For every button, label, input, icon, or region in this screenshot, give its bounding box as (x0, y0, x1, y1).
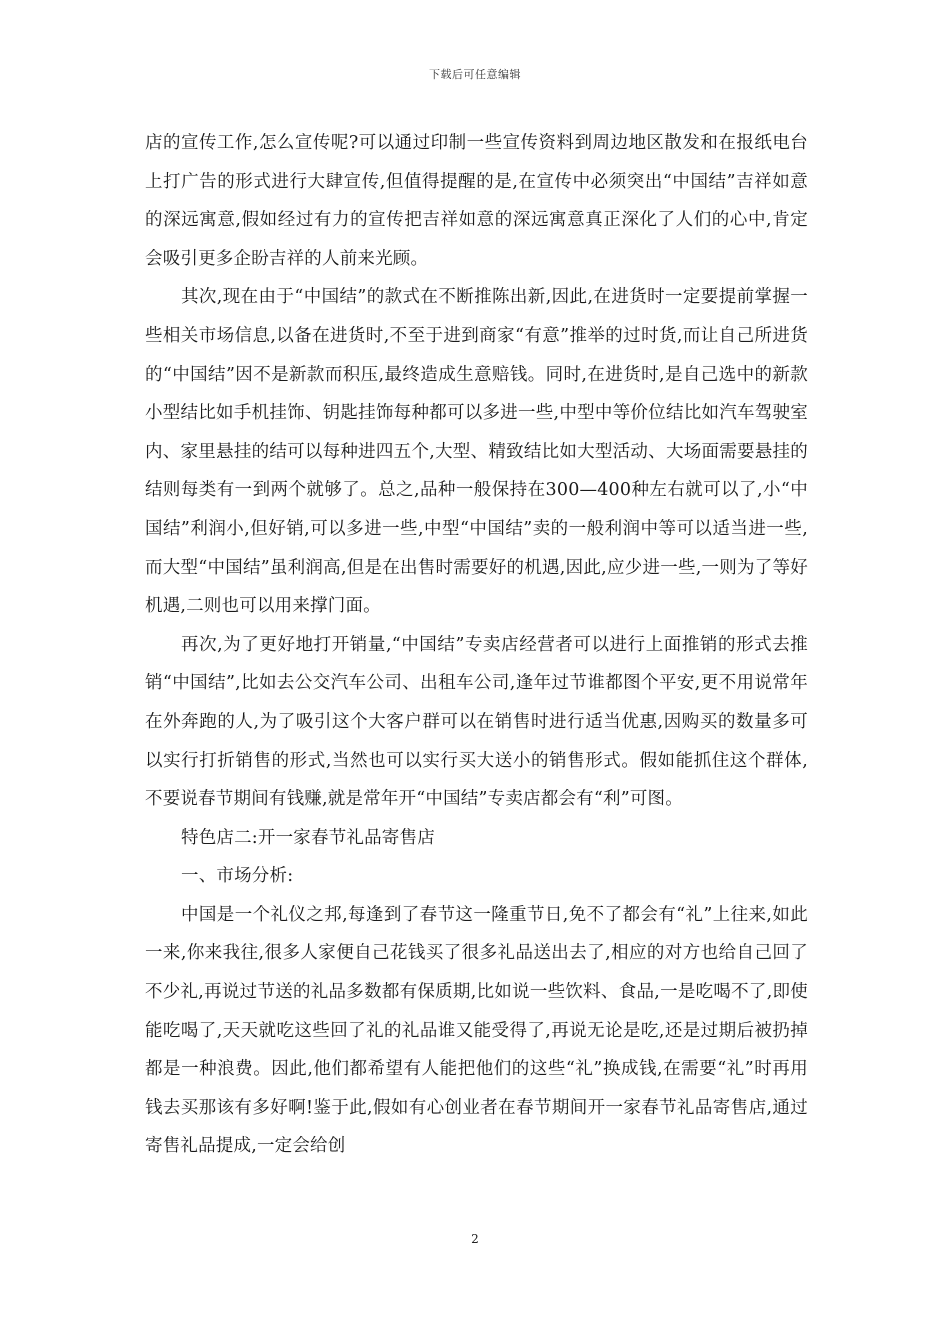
subsection-heading-market-analysis: 一、市场分析: (181, 866, 294, 887)
section-heading-shop-two: 特色店二:开一家春节礼品寄售店 (181, 827, 435, 848)
paragraph-purchasing: 其次,现在由于“中国结”的款式在不断推陈出新,因此,在进货时一定要提前掌握一些相关市场信息,以备在进货时,不至于进到商家“有意”推举的过时货,而让自己所进货的“中国结”因不是新款而积压,最终造成生意赔钱。同时,在进货时,是自己选中的新款小型结比如手机挂饰、钥匙挂饰每种都可以多进一些,中型中等价位结比如汽车驾驶室内、家里悬挂的结可以每种进四五个,大型、精致结比如大型活动、大场面需要悬挂的结则每类有一到两个就够了。总之,品种一般保持在300—400种左右就可以了,小“中国结”利润小,但好销,可以多进一些,中型“中国结”卖的一般利润中等可以适当进一些,而大型“中国结”虽利润高,但是在出售时需要好的机遇,因此,应少进一些,一则为了等好机遇,二则也可以用来撑门面。 (145, 287, 808, 617)
paragraph-sales: 再次,为了更好地打开销量,“中国结”专卖店经营者可以进行上面推销的形式去推销“中国结”,比如去公交汽车公司、出租车公司,逢年过节谁都图个平安,更不用说常年在外奔跑的人,为了吸引这个大客户群可以在销售时进行适当优惠,因购买的数量多可以实行打折销售的形式,当然也可以实行买大送小的销售形式。假如能抓住这个群体,不要说春节期间有钱赚,就是常年开“中国结”专卖店都会有“利”可图。 (145, 634, 808, 810)
page-header: 下载后可任意编辑 (429, 68, 521, 81)
document-body (145, 124, 808, 1166)
page-number: 2 (471, 1232, 479, 1246)
paragraph-market-analysis: 中国是一个礼仪之邦,每逢到了春节这一隆重节日,免不了都会有“礼”上往来,如此一来,你来我往,很多人家便自己花钱买了很多礼品送出去了,相应的对方也给自己回了不少礼,再说过节送的礼品多数都有保质期,比如说一些饮料、食品,一是吃喝不了,即使能吃喝了,天天就吃这些回了礼的礼品谁又能受得了,再说无论是吃,还是过期后被扔掉都是一种浪费。因此,他们都希望有人能把他们的这些“礼”换成钱,在需要“礼”时再用钱去买那该有多好啊!鉴于此,假如有心创业者在春节期间开一家春节礼品寄售店,通过寄售礼品提成,一定会给创 (145, 904, 808, 1157)
paragraph-promotion: 店的宣传工作,怎么宣传呢?可以通过印制一些宣传资料到周边地区散发和在报纸电台上打广告的形式进行大肆宣传,但值得提醒的是,在宣传中必须突出“中国结”吉祥如意的深远寓意,假如经过有力的宣传把吉祥如意的深远寓意真正深化了人们的心中,肯定会吸引更多企盼吉祥的人前来光顾。 (145, 133, 808, 269)
